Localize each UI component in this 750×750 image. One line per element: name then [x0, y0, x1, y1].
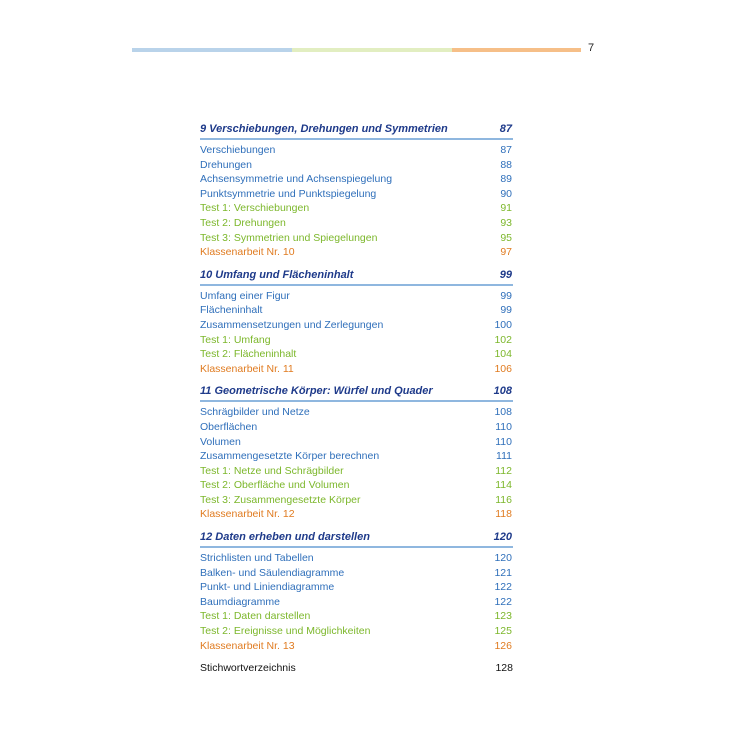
toc-entry[interactable] — [200, 158, 513, 173]
toc-entry-label: Punktsymmetrie und Punktspiegelung — [200, 187, 377, 200]
chapter-title: 11 Geometrische Körper: Würfel und Quader — [200, 385, 433, 398]
toc-sections — [200, 120, 513, 653]
toc-index-entry[interactable] — [200, 661, 513, 675]
toc-entry-label: Test 1: Umfang — [200, 333, 271, 346]
toc-entry[interactable] — [200, 333, 513, 348]
toc-entry-label: Strichlisten und Tabellen — [200, 552, 314, 565]
toc-entry-page: 97 — [500, 246, 512, 259]
chapter-heading[interactable] — [200, 382, 513, 402]
chapter-title: 10 Umfang und Flächeninhalt — [200, 268, 354, 281]
toc-entry-page: 122 — [494, 581, 512, 594]
toc-entry-page: 118 — [495, 508, 512, 521]
toc-entry[interactable] — [200, 187, 513, 202]
toc-entry-label: Baumdiagramme — [200, 595, 280, 608]
chapter-heading[interactable] — [200, 120, 513, 140]
toc-entry[interactable] — [200, 580, 513, 595]
top-color-bar — [132, 48, 581, 52]
toc-entry-page: 87 — [500, 144, 512, 156]
toc-entry[interactable] — [200, 289, 513, 304]
toc-entry-page: 110 — [495, 420, 512, 433]
toc-index-page: 128 — [495, 662, 513, 675]
toc-entry-page: 106 — [494, 362, 512, 375]
chapter-page: 87 — [499, 123, 512, 135]
toc-entry-page: 123 — [494, 610, 512, 623]
toc-entry-page: 111 — [496, 450, 512, 463]
toc-entry-page: 90 — [500, 187, 512, 200]
toc-entry-page: 108 — [494, 406, 512, 419]
toc-entry-page: 100 — [494, 318, 512, 331]
toc-entry-page: 95 — [500, 231, 512, 244]
toc-entry-label: Test 2: Flächeninhalt — [200, 348, 297, 361]
toc-section — [200, 266, 513, 377]
toc-entry-page: 91 — [500, 202, 512, 215]
toc-entry[interactable] — [200, 551, 513, 566]
toc-entry[interactable] — [200, 347, 513, 362]
toc-entry-page: 88 — [500, 158, 512, 171]
toc-entry-page: 99 — [500, 304, 512, 317]
toc-section — [200, 120, 513, 260]
toc-entry-label: Test 2: Ereignisse und Möglichkeiten — [200, 625, 371, 638]
toc-entry[interactable] — [200, 201, 513, 216]
toc-entry-label: Zusammengesetzte Körper berechnen — [200, 450, 380, 463]
chapter-page: 99 — [499, 268, 512, 281]
toc-entry[interactable] — [200, 464, 513, 479]
toc-entry-label: Test 1: Verschiebungen — [200, 202, 310, 215]
toc-entry-page: 104 — [494, 348, 512, 361]
toc-entry[interactable] — [200, 318, 513, 333]
toc-entry-page: 110 — [495, 435, 512, 448]
toc-entry-page: 122 — [494, 595, 512, 608]
toc-entry-label: Test 1: Netze und Schrägbilder — [200, 464, 344, 477]
toc-entry-label: Zusammensetzungen und Zerlegungen — [200, 318, 384, 331]
toc-entry[interactable] — [200, 245, 513, 260]
toc-entry-page: 112 — [495, 464, 512, 477]
top-bar-blue-segment — [132, 48, 292, 52]
toc-entry[interactable] — [200, 449, 513, 464]
toc-entry-label: Klassenarbeit Nr. 10 — [200, 246, 295, 259]
toc-index-label: Stichwortverzeichnis — [200, 662, 296, 675]
table-of-contents — [200, 120, 513, 675]
toc-entry-page: 126 — [494, 639, 512, 652]
toc-entry[interactable] — [200, 478, 513, 493]
page-number: 7 — [587, 42, 595, 54]
toc-entry[interactable] — [200, 566, 513, 581]
toc-entry-page: 116 — [495, 493, 512, 506]
chapter-title: 12 Daten erheben und darstellen — [200, 531, 370, 544]
chapter-page: 120 — [493, 531, 512, 544]
toc-entry-label: Oberflächen — [200, 420, 258, 433]
toc-entry-page: 89 — [500, 173, 512, 186]
toc-entry[interactable] — [200, 405, 513, 420]
toc-entry-label: Test 1: Daten darstellen — [200, 610, 311, 623]
toc-entry-label: Achsensymmetrie und Achsenspiegelung — [200, 173, 393, 186]
toc-entry-page: 125 — [494, 625, 512, 638]
toc-section — [200, 382, 513, 522]
toc-entry[interactable] — [200, 609, 513, 624]
toc-entry-label: Test 2: Drehungen — [200, 216, 286, 229]
toc-entry[interactable] — [200, 303, 513, 318]
toc-entry-label: Punkt- und Liniendiagramme — [200, 581, 335, 594]
toc-entry[interactable] — [200, 639, 513, 654]
toc-entry[interactable] — [200, 172, 513, 187]
toc-entry-label: Klassenarbeit Nr. 12 — [200, 508, 295, 521]
toc-entry-page: 120 — [494, 552, 512, 565]
toc-entry[interactable] — [200, 435, 513, 450]
toc-entry-label: Drehungen — [200, 158, 252, 171]
chapter-page: 108 — [493, 385, 512, 398]
toc-entry-page: 99 — [500, 289, 512, 302]
chapter-heading[interactable] — [200, 266, 513, 286]
toc-entry[interactable] — [200, 216, 513, 231]
toc-entry[interactable] — [200, 420, 513, 435]
toc-entry-page: 114 — [495, 479, 512, 492]
toc-entry-label: Test 2: Oberfläche und Volumen — [200, 479, 350, 492]
toc-entry-label: Klassenarbeit Nr. 11 — [200, 362, 294, 375]
toc-entry-page: 102 — [494, 333, 512, 346]
toc-entry[interactable] — [200, 493, 513, 508]
toc-entry-label: Schrägbilder und Netze — [200, 406, 310, 419]
toc-entry-page: 93 — [500, 216, 512, 229]
toc-entry[interactable] — [200, 624, 513, 639]
toc-entry[interactable] — [200, 507, 513, 522]
toc-entry-label: Volumen — [200, 435, 241, 448]
toc-entry-label: Flächeninhalt — [200, 304, 263, 317]
top-bar-green-segment — [292, 48, 452, 52]
toc-entry-label: Umfang einer Figur — [200, 289, 290, 302]
toc-entry-label: Verschiebungen — [200, 144, 276, 156]
toc-entry-label: Klassenarbeit Nr. 13 — [200, 639, 295, 652]
toc-entry-page: 121 — [494, 566, 512, 579]
top-bar-orange-segment — [452, 48, 581, 52]
chapter-title: 9 Verschiebungen, Drehungen und Symmetrien — [200, 123, 448, 135]
chapter-heading[interactable] — [200, 528, 513, 548]
toc-entry[interactable] — [200, 595, 513, 610]
toc-section — [200, 528, 513, 653]
toc-entry-label: Test 3: Zusammengesetzte Körper — [200, 493, 361, 506]
toc-entry-label: Balken- und Säulendiagramme — [200, 566, 345, 579]
toc-entry[interactable] — [200, 231, 513, 246]
toc-entry[interactable] — [200, 143, 513, 158]
toc-entry[interactable] — [200, 362, 513, 377]
toc-entry-label: Test 3: Symmetrien und Spiegelungen — [200, 231, 378, 244]
